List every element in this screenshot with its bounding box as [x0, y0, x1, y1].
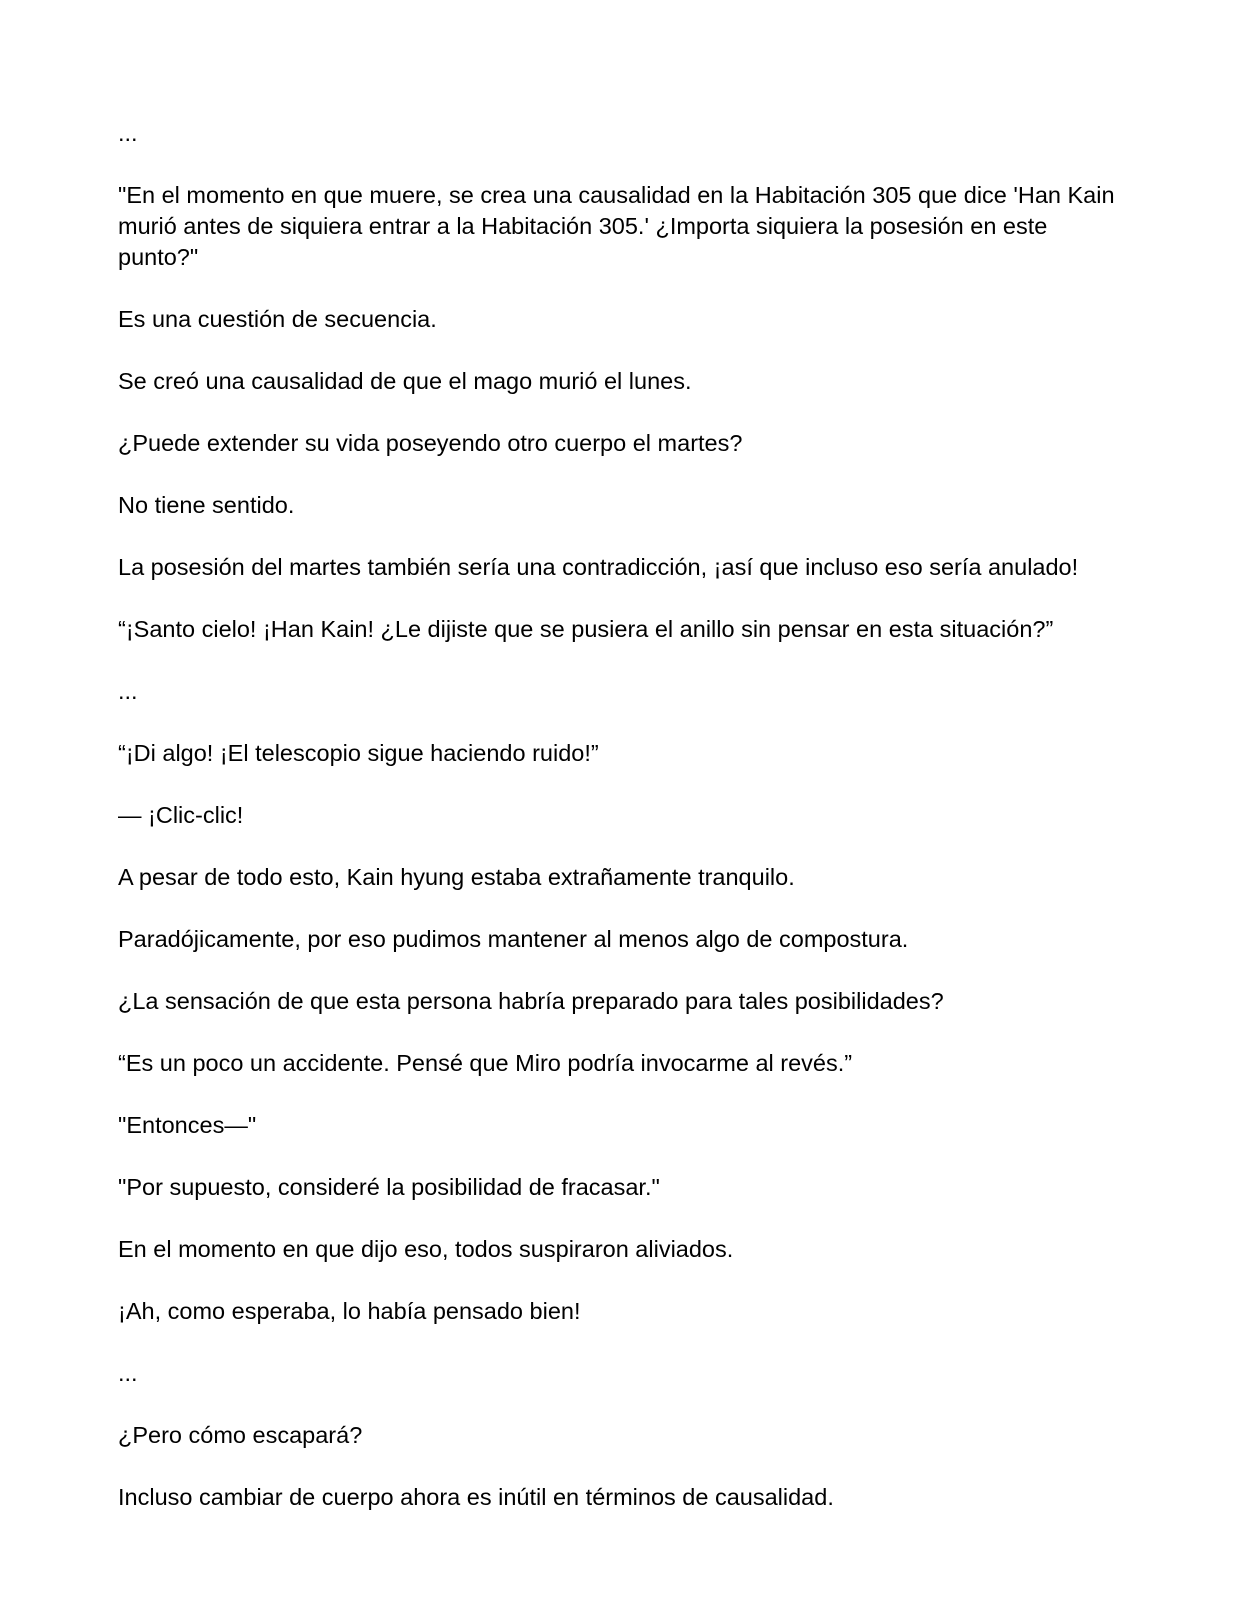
paragraph: ¿La sensación de que esta persona habría preparado para tales posibilidades?	[118, 988, 944, 1014]
document-body	[118, 118, 1128, 1544]
paragraph: ¿Pero cómo escapará?	[118, 1422, 363, 1448]
paragraph: Incluso cambiar de cuerpo ahora es inútil en términos de causalidad.	[118, 1484, 834, 1510]
paragraph: La posesión del martes también sería una contradicción, ¡así que incluso eso sería anulado!	[118, 554, 1079, 580]
paragraph: En el momento en que dijo eso, todos suspiraron aliviados.	[118, 1236, 734, 1262]
paragraph: No tiene sentido.	[118, 492, 295, 518]
paragraph: “Es un poco un accidente. Pensé que Miro podría invocarme al revés.”	[118, 1050, 853, 1076]
paragraph: “¡Santo cielo! ¡Han Kain! ¿Le dijiste que se pusiera el anillo sin pensar en esta situación?”	[118, 616, 1054, 642]
paragraph: — ¡Clic-clic!	[118, 802, 244, 828]
paragraph: “¡Di algo! ¡El telescopio sigue haciendo ruido!”	[118, 740, 599, 766]
paragraph: "En el momento en que muere, se crea una causalidad en la Habitación 305 que dice 'Han Kain murió antes de siquiera entrar a la Habitación 305.' ¿Importa siquiera la posesión en este punto?"	[118, 182, 1115, 270]
paragraph: ¿Puede extender su vida poseyendo otro cuerpo el martes?	[118, 430, 743, 456]
paragraph: Se creó una causalidad de que el mago murió el lunes.	[118, 368, 692, 394]
paragraph: A pesar de todo esto, Kain hyung estaba extrañamente tranquilo.	[118, 864, 795, 890]
paragraph-ellipsis: ...	[118, 1360, 138, 1386]
paragraph: "Entonces—"	[118, 1112, 257, 1138]
paragraph-ellipsis: ...	[118, 120, 138, 146]
paragraph: "Por supuesto, consideré la posibilidad de fracasar."	[118, 1174, 660, 1200]
paragraph-ellipsis: ...	[118, 678, 138, 704]
paragraph: Es una cuestión de secuencia.	[118, 306, 437, 332]
paragraph: ¡Ah, como esperaba, lo había pensado bien!	[118, 1298, 581, 1324]
paragraph: Paradójicamente, por eso pudimos mantener al menos algo de compostura.	[118, 926, 909, 952]
